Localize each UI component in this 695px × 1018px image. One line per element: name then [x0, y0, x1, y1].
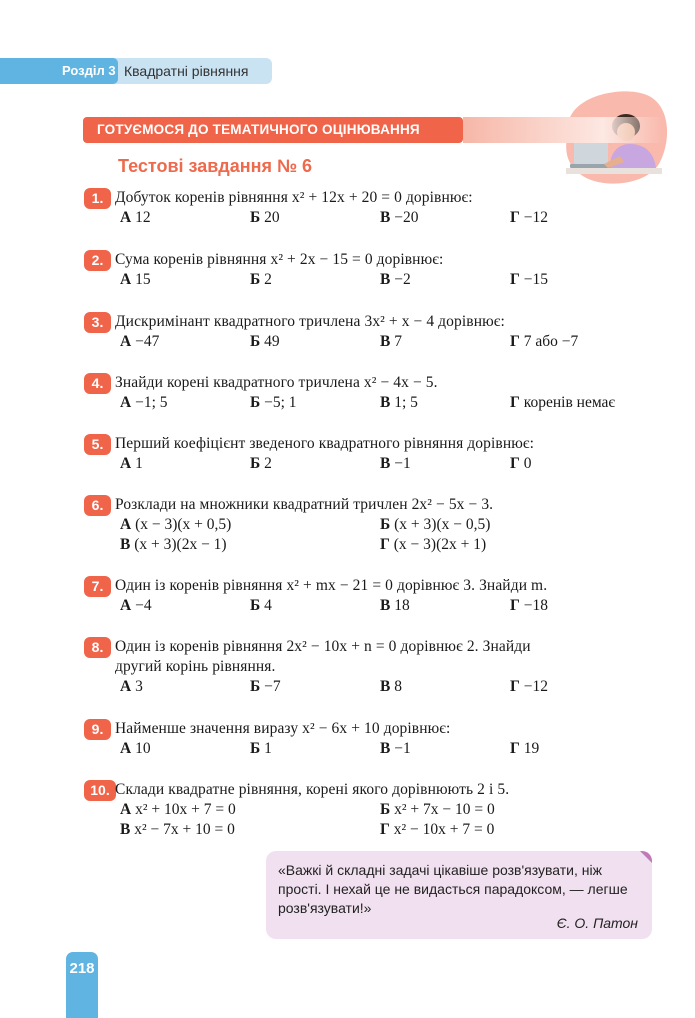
answer-a: А x² + 10x + 7 = 0 — [120, 801, 236, 818]
answer-b: Б (x + 3)(x − 0,5) — [380, 516, 491, 533]
answer-a: А 3 — [120, 678, 143, 695]
assessment-banner: ГОТУЄМОСЯ ДО ТЕМАТИЧНОГО ОЦІНЮВАННЯ — [83, 117, 463, 143]
answer-b: Б 20 — [250, 209, 280, 226]
answer-a: А −4 — [120, 597, 152, 614]
question-number: 5. — [84, 434, 111, 455]
answer-d: Г −15 — [510, 271, 548, 288]
answer-a: А (x − 3)(x + 0,5) — [120, 516, 232, 533]
banner-gradient — [463, 117, 663, 143]
section-header — [0, 58, 272, 84]
answer-d: Г −18 — [510, 597, 548, 614]
answer-c: В x² − 7x + 10 = 0 — [120, 821, 235, 838]
question-text: Один із коренів рівняння x² + mx − 21 = 0 дорівнює 3. Знайди m. — [115, 577, 548, 594]
question-text: Дискримінант квадратного тричлена 3x² + x − 4 дорівнює: — [115, 313, 505, 330]
answer-b: Б −5; 1 — [250, 394, 297, 411]
question-text: Добуток коренів рівняння x² + 12x + 20 = 0 дорівнює: — [115, 189, 473, 206]
question-text: Розклади на множники квадратний тричлен 2x² − 5x − 3. — [115, 496, 494, 513]
answer-c: В −2 — [380, 271, 411, 288]
answer-c: В 1; 5 — [380, 394, 418, 411]
question-number: 4. — [84, 373, 111, 394]
answer-b: Б −7 — [250, 678, 281, 695]
answer-c: В 8 — [380, 678, 402, 695]
question-number: 7. — [84, 576, 111, 597]
answer-b: Б 2 — [250, 455, 272, 472]
question-number: 3. — [84, 312, 111, 333]
question-number: 6. — [84, 495, 111, 516]
answer-b: Б x² + 7x − 10 = 0 — [380, 801, 495, 818]
question-number: 10. — [84, 780, 116, 801]
answer-a: А 1 — [120, 455, 143, 472]
quote-line-1: «Важкі й складні задачі цікавіше розв'язувати, ніж — [278, 862, 602, 878]
quote-author: Є. О. Патон — [556, 915, 638, 931]
answer-a: А 12 — [120, 209, 151, 226]
question-text: Сума коренів рівняння x² + 2x − 15 = 0 дорівнює: — [115, 251, 444, 268]
answer-c: В 18 — [380, 597, 410, 614]
page-number: 218 — [66, 952, 98, 1018]
section-title: Квадратні рівняння — [124, 63, 249, 79]
answer-a: А 15 — [120, 271, 151, 288]
answer-a: А 10 — [120, 740, 151, 757]
test-subtitle: Тестові завдання № 6 — [118, 156, 313, 176]
answer-d: Г 0 — [510, 455, 532, 472]
question-text: Один із коренів рівняння 2x² − 10x + n = 0 дорівнює 2. Знайди — [115, 638, 531, 655]
question-number: 2. — [84, 250, 111, 271]
answer-c: В −1 — [380, 740, 411, 757]
answer-b: Б 49 — [250, 333, 280, 350]
answer-d: Г 19 — [510, 740, 540, 757]
question-number: 1. — [84, 188, 111, 209]
answer-c: В −20 — [380, 209, 419, 226]
answer-a: А −47 — [120, 333, 160, 350]
answer-a: А −1; 5 — [120, 394, 168, 411]
question-number: 8. — [84, 637, 111, 658]
question-text-line2: другий корінь рівняння. — [115, 658, 276, 675]
quote-line-3: розв'язувати!» — [278, 900, 372, 916]
answer-d: Г коренів немає — [510, 394, 616, 411]
question-text: Найменше значення виразу x² − 6x + 10 дорівнює: — [115, 720, 451, 737]
question-number: 9. — [84, 719, 111, 740]
quote-line-2: прості. І нехай це не видасться парадоксом, — легше — [278, 881, 628, 897]
answer-b: Б 2 — [250, 271, 272, 288]
answer-c: В (x + 3)(2x − 1) — [120, 536, 227, 553]
answer-d: Г −12 — [510, 678, 548, 695]
quote-box — [266, 851, 652, 939]
answer-c: В −1 — [380, 455, 411, 472]
answer-d: Г (x − 3)(2x + 1) — [380, 536, 487, 553]
answer-b: Б 4 — [250, 597, 272, 614]
question-text: Склади квадратне рівняння, корені якого дорівнюють 2 і 5. — [115, 781, 510, 798]
quote-corner — [640, 851, 652, 863]
question-text: Знайди корені квадратного тричлена x² − 4x − 5. — [115, 374, 438, 391]
section-label: Розділ 3 — [0, 58, 118, 84]
answer-d: Г −12 — [510, 209, 548, 226]
answer-d: Г x² − 10x + 7 = 0 — [380, 821, 495, 838]
answer-c: В 7 — [380, 333, 402, 350]
answer-d: Г 7 або −7 — [510, 333, 579, 350]
question-text: Перший коефіцієнт зведеного квадратного рівняння дорівнює: — [115, 435, 535, 452]
answer-b: Б 1 — [250, 740, 272, 757]
